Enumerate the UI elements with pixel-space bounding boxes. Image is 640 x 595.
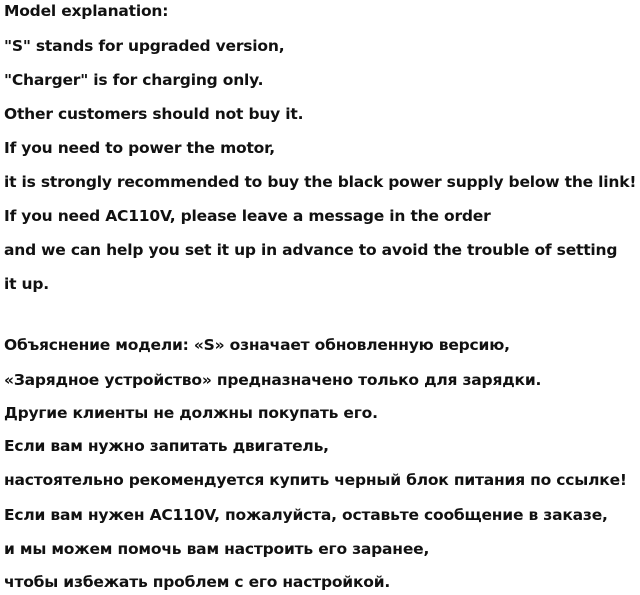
ru-line-3: Другие клиенты не должны покупать его. xyxy=(4,404,378,422)
en-line-7: If you need AC110V, please leave a message in the order xyxy=(4,207,491,225)
en-line-5: If you need to power the motor, xyxy=(4,139,275,157)
ru-line-5: настоятельно рекомендуется купить черный блок питания по ссылке! xyxy=(4,471,627,489)
en-line-4: Other customers should not buy it. xyxy=(4,105,304,123)
ru-line-6: Если вам нужен AC110V, пожалуйста, оставьте сообщение в заказе, xyxy=(4,506,608,524)
en-line-2: "S" stands for upgraded version, xyxy=(4,37,285,55)
en-line-heading: Model explanation: xyxy=(4,2,169,20)
ru-line-2: «Зарядное устройство» предназначено только для зарядки. xyxy=(4,371,542,389)
ru-line-4: Если вам нужно запитать двигатель, xyxy=(4,437,329,455)
en-line-6: it is strongly recommended to buy the black power supply below the link! xyxy=(4,173,637,191)
ru-line-1: Объяснение модели: «S» означает обновленную версию, xyxy=(4,336,510,354)
en-line-8: and we can help you set it up in advance to avoid the trouble of setting xyxy=(4,241,618,259)
ru-line-7: и мы можем помочь вам настроить его заранее, xyxy=(4,540,430,558)
en-line-9: it up. xyxy=(4,275,49,293)
ru-line-8: чтобы избежать проблем с его настройкой. xyxy=(4,573,391,591)
en-line-3: "Charger" is for charging only. xyxy=(4,71,264,89)
